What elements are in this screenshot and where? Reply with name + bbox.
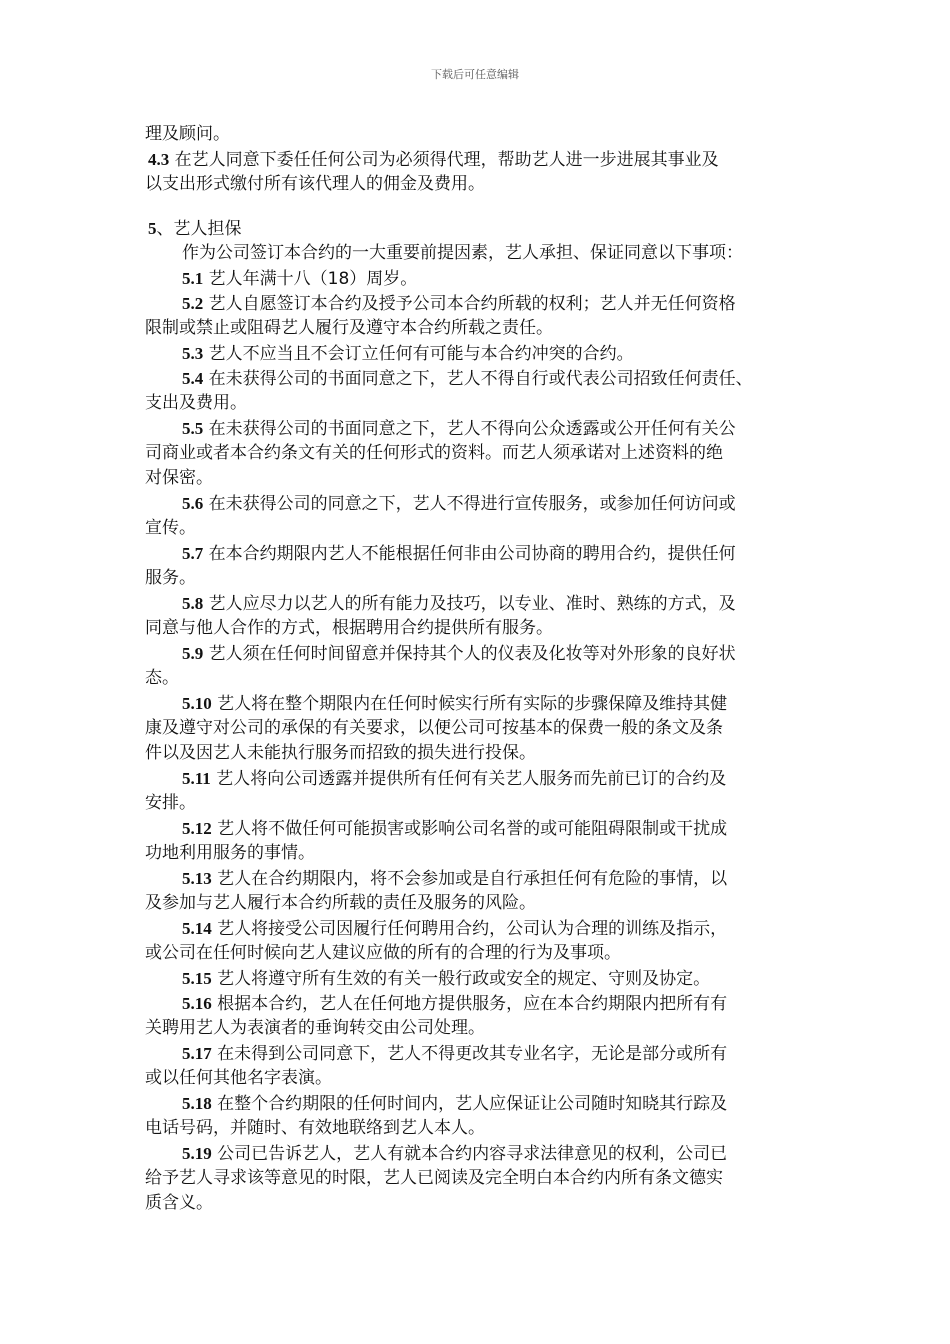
line-text: 功地利用服务的事情。 bbox=[145, 843, 315, 863]
text-line-l31 bbox=[145, 891, 815, 916]
line-text: 及参加与艺人履行本合约所载的责任及服务的风险。 bbox=[145, 893, 536, 913]
line-text: 关聘用艺人为表演者的垂询转交由公司处理。 bbox=[145, 1018, 485, 1038]
clause-number: 5.7 bbox=[182, 544, 204, 563]
line-text: 支出及费用。 bbox=[145, 393, 247, 413]
text-line-l37 bbox=[145, 1041, 815, 1066]
text-line-l11 bbox=[145, 391, 815, 416]
text-line-l40 bbox=[145, 1116, 815, 1141]
clause-number: 5.12 bbox=[182, 819, 212, 838]
line-text: 在未获得公司的书面同意之下，艺人不得向公众透露或公开任何有关公 bbox=[203, 419, 736, 439]
line-text: 艺人须在任何时间留意并保持其个人的仪表及化妆等对外形象的良好状 bbox=[203, 644, 736, 664]
line-text: 艺人将在整个期限内在任何时候实行所有实际的步骤保障及维持其健 bbox=[211, 694, 728, 714]
clause-number: 5.11 bbox=[182, 769, 211, 788]
text-line-l7 bbox=[145, 291, 815, 316]
line-text: 安排。 bbox=[145, 793, 196, 813]
text-line-l30 bbox=[145, 866, 815, 891]
text-line-l24 bbox=[145, 716, 815, 741]
clause-number: 5.5 bbox=[182, 419, 204, 438]
line-text: 限制或禁止或阻碍艺人履行及遵守本合约所载之责任。 bbox=[145, 318, 553, 338]
text-line-l41 bbox=[145, 1141, 815, 1166]
line-text: 电话号码，并随时、有效地联络到艺人本人。 bbox=[145, 1118, 485, 1138]
page-header: 下载后可任意编辑 bbox=[431, 68, 519, 81]
line-text: 或公司在任何时候向艺人建议应做的所有的合理的行为及事项。 bbox=[145, 943, 621, 963]
text-line-l43 bbox=[145, 1191, 815, 1216]
line-text: 在本合约期限内艺人不能根据任何非由公司协商的聘用合约，提供任何 bbox=[203, 544, 736, 564]
text-line-l20 bbox=[145, 616, 815, 641]
line-text: 根据本合约，艺人在任何地方提供服务，应在本合约期限内把所有有 bbox=[211, 994, 728, 1014]
clause-number: 5.3 bbox=[182, 344, 204, 363]
text-line-l6 bbox=[145, 266, 815, 291]
text-line-l28 bbox=[145, 816, 815, 841]
line-text: 宣传。 bbox=[145, 518, 196, 538]
line-text: 艺人自愿签订本合约及授予公司本合约所载的权利；艺人并无任何资格 bbox=[203, 294, 736, 314]
text-line-l39 bbox=[145, 1091, 815, 1116]
text-line-l26 bbox=[145, 766, 815, 791]
text-line-l18 bbox=[145, 566, 815, 591]
line-text: 艺人不应当且不会订立任何有可能与本合约冲突的合约。 bbox=[203, 344, 634, 364]
text-line-l23 bbox=[145, 691, 815, 716]
text-line-l13 bbox=[145, 441, 815, 466]
line-text: 司商业或者本合约条文有关的任何形式的资料。而艺人须承诺对上述资料的绝 bbox=[145, 443, 723, 463]
text-line-l10 bbox=[145, 366, 815, 391]
text-line-l42 bbox=[145, 1166, 815, 1191]
text-line-l17 bbox=[145, 541, 815, 566]
line-text: 艺人将接受公司因履行任何聘用合约，公司认为合理的训练及指示， bbox=[211, 919, 728, 939]
line-text: 件以及因艺人未能执行服务而招致的损失进行投保。 bbox=[145, 743, 536, 763]
line-text: 艺人在合约期限内，将不会参加或是自行承担任何有危险的事情，以 bbox=[211, 869, 728, 889]
line-text: 以支出形式缴付所有该代理人的佣金及费用。 bbox=[145, 174, 485, 194]
line-text: 在未获得公司的同意之下，艺人不得进行宣传服务，或参加任何访问或 bbox=[203, 494, 736, 514]
text-line-l2 bbox=[145, 147, 815, 172]
text-line-l22 bbox=[145, 666, 815, 691]
document-body bbox=[145, 122, 815, 1216]
text-line-l12 bbox=[145, 416, 815, 441]
line-text: 服务。 bbox=[145, 568, 196, 588]
line-text: 艺人将向公司透露并提供所有任何有关艺人服务而先前已订的合约及 bbox=[210, 769, 727, 789]
clause-number: 5.15 bbox=[182, 969, 212, 988]
line-text: 在未获得公司的书面同意之下，艺人不得自行或代表公司招致任何责任、 bbox=[203, 369, 753, 389]
clause-number: 5.1 bbox=[182, 269, 204, 288]
text-line-l4 bbox=[145, 216, 815, 241]
clause-number: 5.10 bbox=[182, 694, 212, 713]
line-text: 对保密。 bbox=[145, 468, 213, 488]
text-line-l34 bbox=[145, 966, 815, 991]
clause-number: 5.13 bbox=[182, 869, 212, 888]
text-line-l32 bbox=[145, 916, 815, 941]
line-text: 艺人年满十八（18）周岁。 bbox=[203, 269, 418, 289]
line-text: 、艺人担保 bbox=[156, 219, 242, 239]
text-line-l19 bbox=[145, 591, 815, 616]
clause-number: 5.9 bbox=[182, 644, 204, 663]
clause-number: 5 bbox=[148, 219, 157, 238]
text-line-l8 bbox=[145, 316, 815, 341]
clause-number: 5.16 bbox=[182, 994, 212, 1013]
text-line-l5 bbox=[145, 241, 815, 266]
text-line-l29 bbox=[145, 841, 815, 866]
clause-number: 5.2 bbox=[182, 294, 204, 313]
text-line-l25 bbox=[145, 741, 815, 766]
text-line-l16 bbox=[145, 516, 815, 541]
line-text: 艺人将遵守所有生效的有关一般行政或安全的规定、守则及协定。 bbox=[211, 969, 711, 989]
line-text: 作为公司签订本合约的一大重要前提因素，艺人承担、保证同意以下事项： bbox=[182, 243, 743, 263]
text-line-l27 bbox=[145, 791, 815, 816]
line-text: 公司已告诉艺人，艺人有就本合约内容寻求法律意见的权利，公司已 bbox=[211, 1144, 728, 1164]
text-line-l35 bbox=[145, 991, 815, 1016]
line-text: 态。 bbox=[145, 668, 179, 688]
clause-number: 5.14 bbox=[182, 919, 212, 938]
line-text: 质含义。 bbox=[145, 1193, 213, 1213]
clause-number: 5.18 bbox=[182, 1094, 212, 1113]
text-line-l38 bbox=[145, 1066, 815, 1091]
line-text: 或以任何其他名字表演。 bbox=[145, 1068, 332, 1088]
text-line-l36 bbox=[145, 1016, 815, 1041]
line-text: 给予艺人寻求该等意见的时限，艺人已阅读及完全明白本合约内所有条文德实 bbox=[145, 1168, 723, 1188]
line-text: 在艺人同意下委任任何公司为必须得代理，帮助艺人进一步进展其事业及 bbox=[169, 150, 719, 170]
clause-number: 5.6 bbox=[182, 494, 204, 513]
text-line-l15 bbox=[145, 491, 815, 516]
clause-number: 4.3 bbox=[148, 150, 170, 169]
text-line-l9 bbox=[145, 341, 815, 366]
line-text: 在整个合约期限的任何时间内，艺人应保证让公司随时知晓其行踪及 bbox=[211, 1094, 728, 1114]
line-text: 康及遵守对公司的承保的有关要求，以便公司可按基本的保费一般的条文及条 bbox=[145, 718, 723, 738]
line-text: 理及顾问。 bbox=[145, 124, 230, 144]
line-text: 艺人将不做任何可能损害或影响公司名誉的或可能阻碍限制或干扰成 bbox=[211, 819, 728, 839]
clause-number: 5.19 bbox=[182, 1144, 212, 1163]
text-line-l21 bbox=[145, 641, 815, 666]
line-text: 在未得到公司同意下，艺人不得更改其专业名字，无论是部分或所有 bbox=[211, 1044, 728, 1064]
text-line-l3 bbox=[145, 172, 815, 197]
line-text: 同意与他人合作的方式，根据聘用合约提供所有服务。 bbox=[145, 618, 553, 638]
text-line-l14 bbox=[145, 466, 815, 491]
clause-number: 5.8 bbox=[182, 594, 204, 613]
line-text: 艺人应尽力以艺人的所有能力及技巧，以专业、准时、熟练的方式，及 bbox=[203, 594, 736, 614]
text-line-l33 bbox=[145, 941, 815, 966]
clause-number: 5.17 bbox=[182, 1044, 212, 1063]
text-line-l1 bbox=[145, 122, 815, 147]
clause-number: 5.4 bbox=[182, 369, 204, 388]
